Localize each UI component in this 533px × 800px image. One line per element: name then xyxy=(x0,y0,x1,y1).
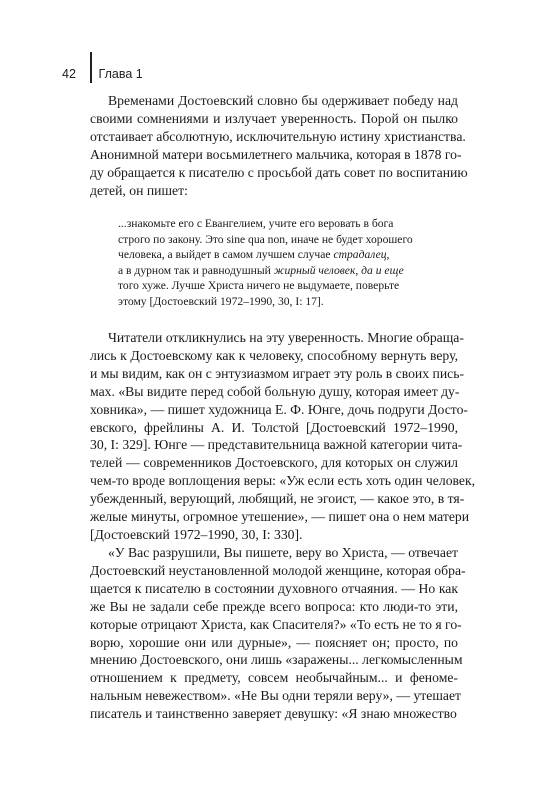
text-line: отстаивает абсолютную, исключительную истину христианства. xyxy=(90,128,466,144)
text-line: [Достоевский 1972–1990, 30, I: 330]. xyxy=(90,526,303,542)
paragraph-2 xyxy=(90,329,476,544)
text-line: евского, фрейлины А. И. Толстой [Достоевский 1972–1990, xyxy=(90,419,458,435)
text-line: ворю, хорошие они или дурные», — поясняет он; просто, по xyxy=(90,634,458,650)
text-line: 30, I: 329]. Юнге — представительница важной категории чита- xyxy=(90,437,463,453)
text-line: Читатели откликнулись на эту уверенность. Многие обраща- xyxy=(108,330,464,345)
text-line: Анонимной матери восьмилетнего мальчика, которая в 1878 го- xyxy=(90,146,462,162)
text-line: же Вы не задали себе прежде всего вопроса: кто люди-то эти, xyxy=(90,598,458,614)
text-line: отношением к предмету, совсем необычайным... и феноме- xyxy=(90,670,458,686)
quote-line: а в дурном так и равнодушный жирный человек, да и еще xyxy=(118,263,404,277)
text-line: лись к Достоевскому как к человеку, способному вернуть веру, xyxy=(90,347,458,363)
text-line: чем-то вроде воплощения веры: «Уж если есть хоть один человек, xyxy=(90,473,476,489)
text-line: убежденный, верующий, любящий, не эгоист, — какое это, в тя- xyxy=(90,491,465,507)
running-header xyxy=(62,58,143,89)
paragraph-3 xyxy=(90,544,466,723)
italic-phrase: страдалец, xyxy=(333,248,390,262)
text-line: мнению Достоевского, они лишь «заражены... легкомысленным xyxy=(90,652,463,668)
quote-line: ...знакомьте его с Евангелием, учите его веровать в бога xyxy=(118,217,394,230)
text-line: Временами Достоевский словно бы одерживает победу над xyxy=(108,93,458,108)
header-divider xyxy=(90,52,92,83)
quote-line: строго по закону. Это sine qua non, иначе не будет хорошего xyxy=(118,232,413,246)
text-line: «У Вас разрушили, Вы пишете, веру во Христа, — отвечает xyxy=(108,545,458,560)
text-line: и мы видим, как он с энтузиазмом играет эту роль в своих пись- xyxy=(90,365,465,381)
paragraph-1 xyxy=(90,92,468,199)
text-line: ховника», — пишет художница Е. Ф. Юнге, дочь подруги Досто- xyxy=(90,401,468,417)
text-line: телей — современников Достоевского, для которых он служил xyxy=(90,455,458,471)
text-line: Достоевский неустановленной молодой женщине, которая обра- xyxy=(90,562,466,578)
text-line: которые отрицают Христа, как Спасителя?» «То есть не то я го- xyxy=(90,616,462,632)
quote-line: того хуже. Лучше Христа ничего не выдумаете, поверьте xyxy=(118,279,400,293)
page-number: 42 xyxy=(62,66,76,81)
text-line: нальным невежеством». «Не Вы одни теряли веру», — утешает xyxy=(90,688,462,704)
text-line: писатель и таинственно заверяет девушку: «Я знаю множество xyxy=(90,706,457,722)
text-line: щается к писателю в состоянии духовного отчаяния. — Но как xyxy=(90,580,458,596)
chapter-title: Глава 1 xyxy=(98,66,143,81)
quote-line: этому [Достоевский 1972–1990, 30, I: 17]. xyxy=(118,294,324,308)
quote-line: человека, а выйдет в самом лучшем случае страдалец, xyxy=(118,248,390,262)
text-line: ду обращается к писателю с просьбой дать совет по воспитанию xyxy=(90,164,468,180)
text-line: детей, он пишет: xyxy=(90,182,188,198)
block-quote xyxy=(118,216,448,310)
text-line: своими сомнениями и излучает уверенность. Порой он пылко xyxy=(90,110,458,126)
text-line: мах. «Вы видите перед собой больную душу, которая имеет ду- xyxy=(90,383,460,399)
text-line: желые минуты, огромное утешение», — пишет она о нем матери xyxy=(90,509,470,525)
italic-phrase: жирный человек, xyxy=(273,263,359,277)
